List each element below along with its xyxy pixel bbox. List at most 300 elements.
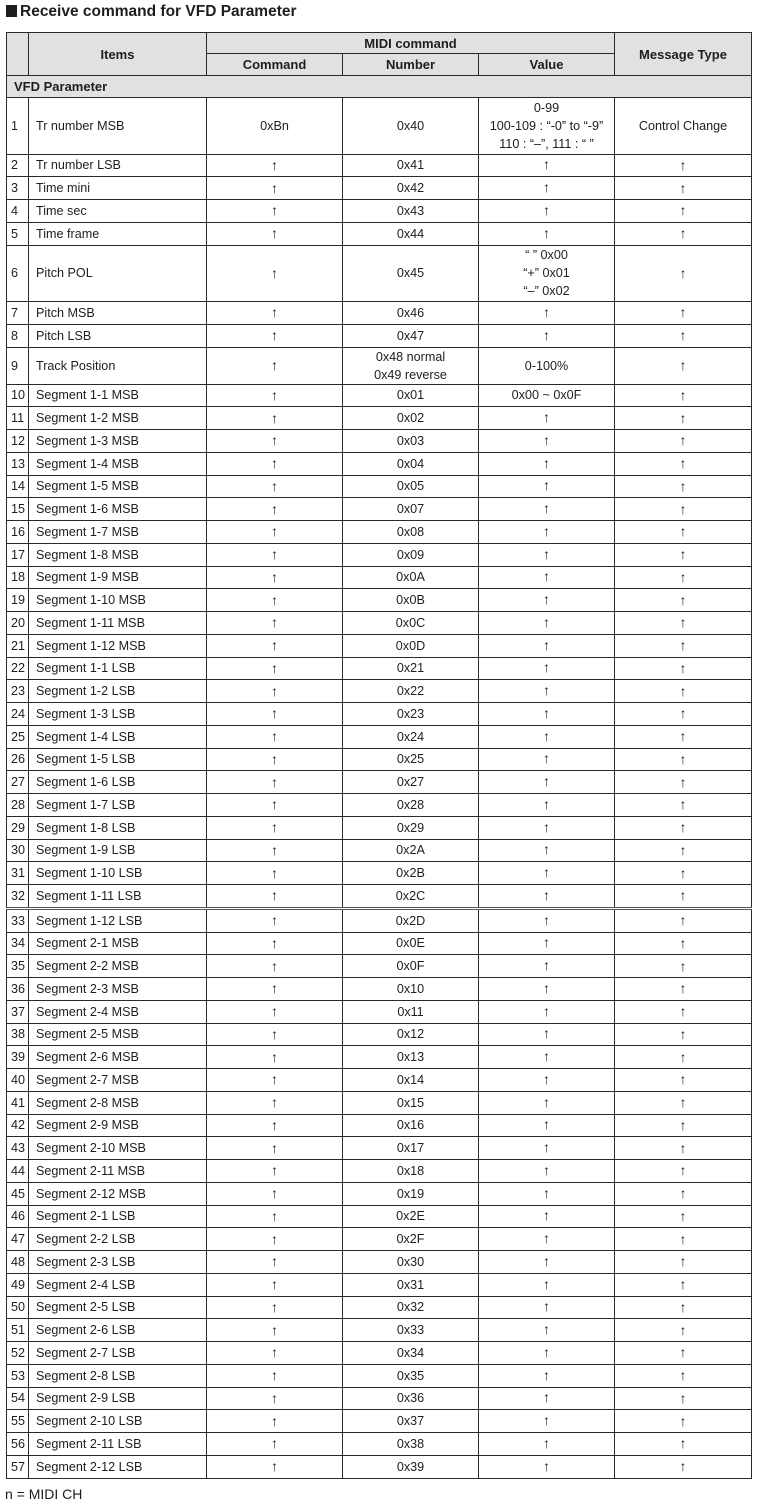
item-cell xyxy=(29,1387,207,1410)
item-cell-text: Segment 1-3 MSB xyxy=(36,433,139,448)
message-type-cell-text: ↑ xyxy=(679,659,687,676)
value-cell xyxy=(479,839,615,862)
item-cell-text: Segment 2-3 MSB xyxy=(36,981,139,996)
command-cell xyxy=(207,498,343,521)
item-cell xyxy=(29,498,207,521)
item-cell xyxy=(29,1205,207,1228)
row-number-text: 21 xyxy=(11,638,26,653)
value-cell-line: ↑ xyxy=(543,201,550,218)
item-cell-text: Segment 2-3 LSB xyxy=(36,1254,136,1269)
header-number-col xyxy=(7,33,29,76)
item-cell xyxy=(29,885,207,909)
item-cell xyxy=(29,1137,207,1160)
value-cell-line: 0-100% xyxy=(524,358,569,373)
command-cell xyxy=(207,978,343,1001)
row-number-text: 53 xyxy=(11,1368,26,1383)
item-cell xyxy=(29,1046,207,1069)
row-number xyxy=(7,657,29,680)
value-cell-line: ↑ xyxy=(543,1093,550,1110)
command-cell-text: ↑ xyxy=(271,637,278,654)
number-cell xyxy=(343,98,479,155)
row-number xyxy=(7,1319,29,1342)
message-type-cell-text: ↑ xyxy=(679,1207,687,1224)
value-cell-line: ↑ xyxy=(543,704,550,721)
message-type-cell xyxy=(615,932,752,955)
row-number-text: 25 xyxy=(11,729,26,744)
item-cell-text: Time sec xyxy=(36,203,87,218)
command-cell xyxy=(207,1160,343,1183)
item-cell xyxy=(29,452,207,475)
command-cell xyxy=(207,839,343,862)
value-cell xyxy=(479,302,615,325)
value-cell xyxy=(479,657,615,680)
number-cell-line: 0x18 xyxy=(396,1163,425,1178)
row-number-text: 45 xyxy=(11,1186,26,1201)
row-number xyxy=(7,1182,29,1205)
message-type-cell-text: ↑ xyxy=(679,156,687,173)
item-cell-text: Segment 1-11 LSB xyxy=(36,888,142,903)
number-cell xyxy=(343,839,479,862)
item-cell xyxy=(29,1455,207,1478)
number-cell-line: 0x0E xyxy=(396,936,425,951)
message-type-cell-text: ↑ xyxy=(679,432,687,449)
item-cell-text: Segment 1-2 LSB xyxy=(36,684,136,699)
item-cell-text: Time frame xyxy=(36,226,100,241)
command-cell-text: ↑ xyxy=(271,682,278,699)
message-type-cell xyxy=(615,839,752,862)
message-type-cell-text: ↑ xyxy=(679,1048,687,1065)
number-cell-line: 0x09 xyxy=(396,547,425,562)
command-cell xyxy=(207,1342,343,1365)
command-cell xyxy=(207,154,343,177)
row-number xyxy=(7,1205,29,1228)
value-cell xyxy=(479,908,615,932)
command-cell-text: ↑ xyxy=(271,1367,278,1384)
command-cell xyxy=(207,794,343,817)
row-number xyxy=(7,324,29,347)
number-cell-line: 0x45 xyxy=(396,266,425,281)
row-number xyxy=(7,1046,29,1069)
item-cell xyxy=(29,407,207,430)
command-cell xyxy=(207,200,343,223)
table-row xyxy=(7,302,752,325)
table-row xyxy=(7,521,752,544)
number-cell xyxy=(343,1273,479,1296)
number-cell xyxy=(343,1091,479,1114)
number-cell-line: 0x39 xyxy=(396,1459,425,1474)
item-cell xyxy=(29,347,207,384)
item-cell-text: Segment 1-4 LSB xyxy=(36,729,136,744)
row-number xyxy=(7,839,29,862)
row-number xyxy=(7,955,29,978)
message-type-cell xyxy=(615,302,752,325)
message-type-cell xyxy=(615,908,752,932)
row-number-text: 7 xyxy=(11,305,19,320)
table-row xyxy=(7,1046,752,1069)
table-row xyxy=(7,154,752,177)
value-cell xyxy=(479,566,615,589)
message-type-cell xyxy=(615,1251,752,1274)
message-type-cell xyxy=(615,384,752,407)
number-cell-line: 0x15 xyxy=(396,1095,425,1110)
table-row xyxy=(7,816,752,839)
row-number-text: 20 xyxy=(11,615,26,630)
value-cell-line: ↑ xyxy=(543,303,550,320)
value-cell xyxy=(479,1433,615,1456)
value-cell-line: ↑ xyxy=(543,1343,550,1360)
number-cell-line: 0x08 xyxy=(396,524,425,539)
table-row xyxy=(7,1137,752,1160)
command-cell-text: ↑ xyxy=(271,523,278,540)
row-number-text: 3 xyxy=(11,181,19,196)
row-number xyxy=(7,1433,29,1456)
item-cell-text: Segment 2-5 MSB xyxy=(36,1027,139,1042)
value-cell-line: ↑ xyxy=(543,1321,550,1338)
number-cell-line: 0x2B xyxy=(396,866,425,881)
number-cell xyxy=(343,1319,479,1342)
value-cell-line: ↑ xyxy=(543,1116,550,1133)
item-cell-text: Segment 2-2 MSB xyxy=(36,959,139,974)
command-cell-text: ↑ xyxy=(271,455,278,472)
command-cell xyxy=(207,177,343,200)
command-cell-text: ↑ xyxy=(271,1321,278,1338)
message-type-cell xyxy=(615,1228,752,1251)
message-type-cell-text: ↑ xyxy=(679,546,687,563)
row-number xyxy=(7,862,29,885)
row-number-text: 13 xyxy=(11,456,26,471)
command-cell xyxy=(207,771,343,794)
row-number-text: 23 xyxy=(11,684,26,699)
value-cell xyxy=(479,1137,615,1160)
number-cell-line: 0x04 xyxy=(396,456,425,471)
table-row xyxy=(7,1023,752,1046)
row-number-text: 10 xyxy=(11,388,26,403)
table-row xyxy=(7,245,752,302)
command-cell xyxy=(207,862,343,885)
number-cell xyxy=(343,222,479,245)
number-cell-line: 0x34 xyxy=(396,1345,425,1360)
command-cell xyxy=(207,1319,343,1342)
message-type-cell-text: ↑ xyxy=(679,1276,687,1293)
number-cell xyxy=(343,1114,479,1137)
row-number xyxy=(7,725,29,748)
message-type-cell xyxy=(615,1205,752,1228)
number-cell xyxy=(343,978,479,1001)
command-cell-text: ↑ xyxy=(271,1048,278,1065)
value-cell-line: ↑ xyxy=(543,568,550,585)
table-row xyxy=(7,885,752,909)
message-type-cell-text: ↑ xyxy=(679,912,687,929)
value-cell xyxy=(479,1296,615,1319)
number-cell xyxy=(343,634,479,657)
number-cell-line: 0x0C xyxy=(395,615,426,630)
command-cell xyxy=(207,1455,343,1478)
row-number xyxy=(7,347,29,384)
row-number xyxy=(7,302,29,325)
command-cell-text: ↑ xyxy=(271,1458,278,1475)
message-type-cell xyxy=(615,1273,752,1296)
number-cell-line: 0x16 xyxy=(396,1118,425,1133)
row-number xyxy=(7,908,29,932)
value-cell-line: ↑ xyxy=(543,957,550,974)
item-cell xyxy=(29,475,207,498)
number-cell-line: 0x2C xyxy=(395,888,426,903)
page-title-text: Receive command for VFD Parameter xyxy=(20,3,297,20)
command-cell xyxy=(207,1296,343,1319)
row-number-text: 24 xyxy=(11,706,26,721)
number-cell-line: 0x02 xyxy=(396,411,425,426)
number-cell-line: 0x22 xyxy=(396,684,425,699)
header-items: Items xyxy=(29,33,207,76)
row-number xyxy=(7,1364,29,1387)
message-type-cell xyxy=(615,543,752,566)
number-cell-line: 0x47 xyxy=(396,328,425,343)
header-command: Command xyxy=(207,54,343,76)
command-cell xyxy=(207,885,343,909)
number-cell-line: 0x27 xyxy=(396,775,425,790)
item-cell-text: Segment 1-9 LSB xyxy=(36,843,136,858)
command-cell-text: ↑ xyxy=(271,750,278,767)
row-number xyxy=(7,430,29,453)
value-cell xyxy=(479,1410,615,1433)
number-cell xyxy=(343,1205,479,1228)
row-number-text: 48 xyxy=(11,1254,26,1269)
row-number xyxy=(7,1228,29,1251)
value-cell-line: ↑ xyxy=(543,1002,550,1019)
number-cell-line: 0x42 xyxy=(396,181,425,196)
number-cell xyxy=(343,384,479,407)
number-cell xyxy=(343,794,479,817)
command-cell-text: ↑ xyxy=(271,1094,278,1111)
number-cell xyxy=(343,324,479,347)
number-cell xyxy=(343,302,479,325)
message-type-cell-text: ↑ xyxy=(679,568,687,585)
item-cell-text: Tr number MSB xyxy=(36,118,125,133)
message-type-cell xyxy=(615,154,752,177)
command-cell xyxy=(207,1114,343,1137)
item-cell-text: Segment 2-12 MSB xyxy=(36,1186,146,1201)
item-cell-text: Segment 2-4 MSB xyxy=(36,1004,139,1019)
message-type-cell-text: ↑ xyxy=(679,864,687,881)
command-cell xyxy=(207,407,343,430)
message-type-cell xyxy=(615,589,752,612)
table-row xyxy=(7,1410,752,1433)
value-cell xyxy=(479,1091,615,1114)
table-row xyxy=(7,384,752,407)
number-cell-line: 0x2A xyxy=(396,843,425,858)
message-type-cell-text: ↑ xyxy=(679,179,687,196)
item-cell xyxy=(29,245,207,302)
table-row xyxy=(7,748,752,771)
item-cell xyxy=(29,1410,207,1433)
command-cell xyxy=(207,932,343,955)
value-cell xyxy=(479,452,615,475)
row-number-text: 46 xyxy=(11,1209,26,1224)
message-type-cell-text: ↑ xyxy=(679,225,687,242)
table-row xyxy=(7,908,752,932)
table-row xyxy=(7,862,752,885)
message-type-cell xyxy=(615,612,752,635)
table-row xyxy=(7,1069,752,1092)
table-row xyxy=(7,324,752,347)
table-row xyxy=(7,1455,752,1478)
number-cell xyxy=(343,1228,479,1251)
value-cell-line: ↑ xyxy=(543,636,550,653)
value-cell xyxy=(479,862,615,885)
command-cell xyxy=(207,908,343,932)
value-cell xyxy=(479,748,615,771)
number-cell-line: 0x24 xyxy=(396,729,425,744)
row-number-text: 47 xyxy=(11,1232,26,1247)
item-cell-text: Segment 1-3 LSB xyxy=(36,706,136,721)
number-cell-line: 0x0A xyxy=(396,570,425,585)
value-cell xyxy=(479,1455,615,1478)
item-cell xyxy=(29,1069,207,1092)
item-cell xyxy=(29,703,207,726)
value-cell-line: ↑ xyxy=(543,750,550,767)
number-cell xyxy=(343,200,479,223)
value-cell xyxy=(479,222,615,245)
command-cell-text: ↑ xyxy=(271,1025,278,1042)
number-cell xyxy=(343,657,479,680)
message-type-cell xyxy=(615,566,752,589)
number-cell-line: 0x21 xyxy=(396,661,425,676)
table-row xyxy=(7,200,752,223)
table-row xyxy=(7,347,752,384)
row-number-text: 43 xyxy=(11,1141,26,1156)
value-cell-line: ↑ xyxy=(543,1230,550,1247)
value-cell-line: ↑ xyxy=(543,1025,550,1042)
command-cell-text: ↑ xyxy=(271,264,278,281)
item-cell-text: Segment 2-9 MSB xyxy=(36,1118,139,1133)
number-cell-line: 0x0F xyxy=(396,959,425,974)
row-number-text: 50 xyxy=(11,1300,26,1315)
number-cell-line: 0x23 xyxy=(396,706,425,721)
command-cell-text: ↑ xyxy=(271,887,278,904)
number-cell xyxy=(343,498,479,521)
row-number xyxy=(7,475,29,498)
value-cell xyxy=(479,1205,615,1228)
number-cell-line: 0x46 xyxy=(396,305,425,320)
table-row xyxy=(7,978,752,1001)
number-cell-line: 0x28 xyxy=(396,797,425,812)
row-number xyxy=(7,978,29,1001)
table-row xyxy=(7,1160,752,1183)
command-cell-text: ↑ xyxy=(271,796,278,813)
item-cell xyxy=(29,816,207,839)
item-cell xyxy=(29,978,207,1001)
vfd-parameter-table xyxy=(6,32,752,1479)
command-cell-text: ↑ xyxy=(271,409,278,426)
row-number xyxy=(7,521,29,544)
message-type-cell-text: ↑ xyxy=(679,327,687,344)
row-number xyxy=(7,612,29,635)
command-cell xyxy=(207,521,343,544)
message-type-cell xyxy=(615,1433,752,1456)
message-type-cell xyxy=(615,862,752,885)
item-cell xyxy=(29,657,207,680)
command-cell-text: ↑ xyxy=(271,728,278,745)
value-cell-line: 0x00 ~ 0x0F xyxy=(511,388,582,403)
row-number xyxy=(7,384,29,407)
row-number-text: 1 xyxy=(11,118,19,133)
message-type-cell-text: ↑ xyxy=(679,1412,687,1429)
row-number-text: 30 xyxy=(11,843,26,858)
command-cell-text: ↑ xyxy=(271,1276,278,1293)
row-number-text: 56 xyxy=(11,1436,26,1451)
message-type-cell-text: ↑ xyxy=(679,841,687,858)
row-number-text: 4 xyxy=(11,203,19,218)
message-type-cell-text: ↑ xyxy=(679,614,687,631)
command-cell xyxy=(207,452,343,475)
message-type-cell-text: Control Change xyxy=(638,118,728,133)
message-type-cell xyxy=(615,407,752,430)
command-cell xyxy=(207,1023,343,1046)
message-type-cell-text: ↑ xyxy=(679,1071,687,1088)
number-cell xyxy=(343,1251,479,1274)
row-number xyxy=(7,1023,29,1046)
row-number xyxy=(7,1137,29,1160)
row-number-text: 37 xyxy=(11,1004,26,1019)
command-cell xyxy=(207,634,343,657)
item-cell xyxy=(29,1319,207,1342)
item-cell-text: Segment 2-2 LSB xyxy=(36,1232,136,1247)
number-cell xyxy=(343,816,479,839)
table-row xyxy=(7,657,752,680)
value-cell-line: ↑ xyxy=(543,1366,550,1383)
number-cell xyxy=(343,177,479,200)
value-cell-line: ↑ xyxy=(543,1252,550,1269)
message-type-cell xyxy=(615,452,752,475)
value-cell-line: ↑ xyxy=(543,1298,550,1315)
message-type-cell-text: ↑ xyxy=(679,1458,687,1475)
row-number xyxy=(7,200,29,223)
value-cell xyxy=(479,407,615,430)
value-cell-line: ↑ xyxy=(543,545,550,562)
message-type-cell xyxy=(615,1160,752,1183)
number-cell-line: 0x33 xyxy=(396,1323,425,1338)
message-type-cell xyxy=(615,1296,752,1319)
command-cell xyxy=(207,816,343,839)
table-row xyxy=(7,1251,752,1274)
message-type-cell xyxy=(615,1000,752,1023)
value-cell-line: ↑ xyxy=(543,1275,550,1292)
value-cell-line: “+” 0x01 xyxy=(523,266,570,281)
item-cell xyxy=(29,1023,207,1046)
command-cell xyxy=(207,1069,343,1092)
value-cell-line: ↑ xyxy=(543,1389,550,1406)
row-number-text: 35 xyxy=(11,959,26,974)
row-number-text: 15 xyxy=(11,502,26,517)
command-cell xyxy=(207,347,343,384)
number-cell-line: 0x49 reverse xyxy=(374,367,447,382)
message-type-cell xyxy=(615,347,752,384)
number-cell-line: 0x2E xyxy=(396,1209,425,1224)
message-type-cell-text: ↑ xyxy=(679,819,687,836)
table-row xyxy=(7,634,752,657)
message-type-cell xyxy=(615,222,752,245)
number-cell xyxy=(343,1182,479,1205)
item-cell-text: Segment 2-5 LSB xyxy=(36,1300,136,1315)
row-number-text: 32 xyxy=(11,888,26,903)
row-number xyxy=(7,154,29,177)
row-number-text: 36 xyxy=(11,981,26,996)
row-number xyxy=(7,1000,29,1023)
table-row xyxy=(7,407,752,430)
command-cell-text: ↑ xyxy=(271,1435,278,1452)
message-type-cell-text: ↑ xyxy=(679,1253,687,1270)
number-cell xyxy=(343,908,479,932)
